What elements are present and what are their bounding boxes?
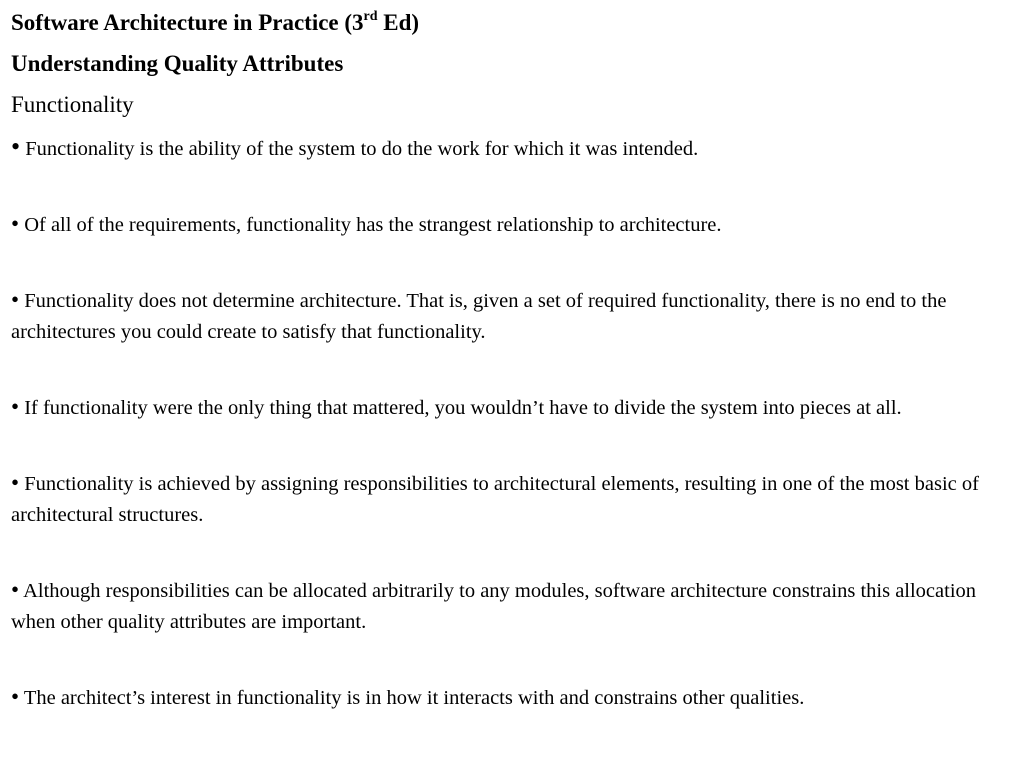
bullet-text: If functionality were the only thing that mattered, you wouldn’t have to divide the system into pieces at all. <box>24 397 902 419</box>
bullet-item <box>11 131 1016 165</box>
bullet-text: Although responsibilities can be allocated arbitrarily to any modules, software architecture constrains this allocation when other quality attributes are important. <box>11 580 977 633</box>
bullet-item <box>11 467 1016 531</box>
bullet-text: Functionality is the ability of the system to do the work for which it was intended. <box>25 138 699 160</box>
bullet-marker: • <box>11 684 20 709</box>
bullet-marker: • <box>11 132 21 161</box>
bullet-item <box>11 574 1016 638</box>
bullet-marker: • <box>11 287 20 312</box>
bullet-item <box>11 208 1016 241</box>
section-heading: Functionality <box>11 92 134 117</box>
title-superscript: rd <box>363 9 378 25</box>
bullet-marker: • <box>11 394 20 419</box>
bullet-item <box>11 391 1016 424</box>
title-tail: Ed) <box>377 10 420 35</box>
bullet-list <box>11 131 1016 757</box>
bullet-marker: • <box>11 211 20 236</box>
bullet-marker: • <box>11 577 20 602</box>
bullet-text: Functionality does not determine architecture. That is, given a set of required functionality, there is no end to the architectures you could create to satisfy that functionality. <box>11 290 947 343</box>
bullet-text: The architect’s interest in functionality is in how it interacts with and constrains other qualities. <box>23 687 805 709</box>
document-subtitle: Understanding Quality Attributes <box>11 51 344 76</box>
bullet-item <box>11 681 1016 714</box>
bullet-text: Functionality is achieved by assigning responsibilities to architectural elements, resulting in one of the most basic of architectural structures. <box>11 473 979 526</box>
bullet-marker: • <box>11 470 20 495</box>
document-title <box>11 7 419 39</box>
title-main: Software Architecture in Practice (3 <box>11 10 364 35</box>
bullet-text: Of all of the requirements, functionality has the strangest relationship to architecture. <box>24 214 722 236</box>
bullet-item <box>11 284 1016 348</box>
